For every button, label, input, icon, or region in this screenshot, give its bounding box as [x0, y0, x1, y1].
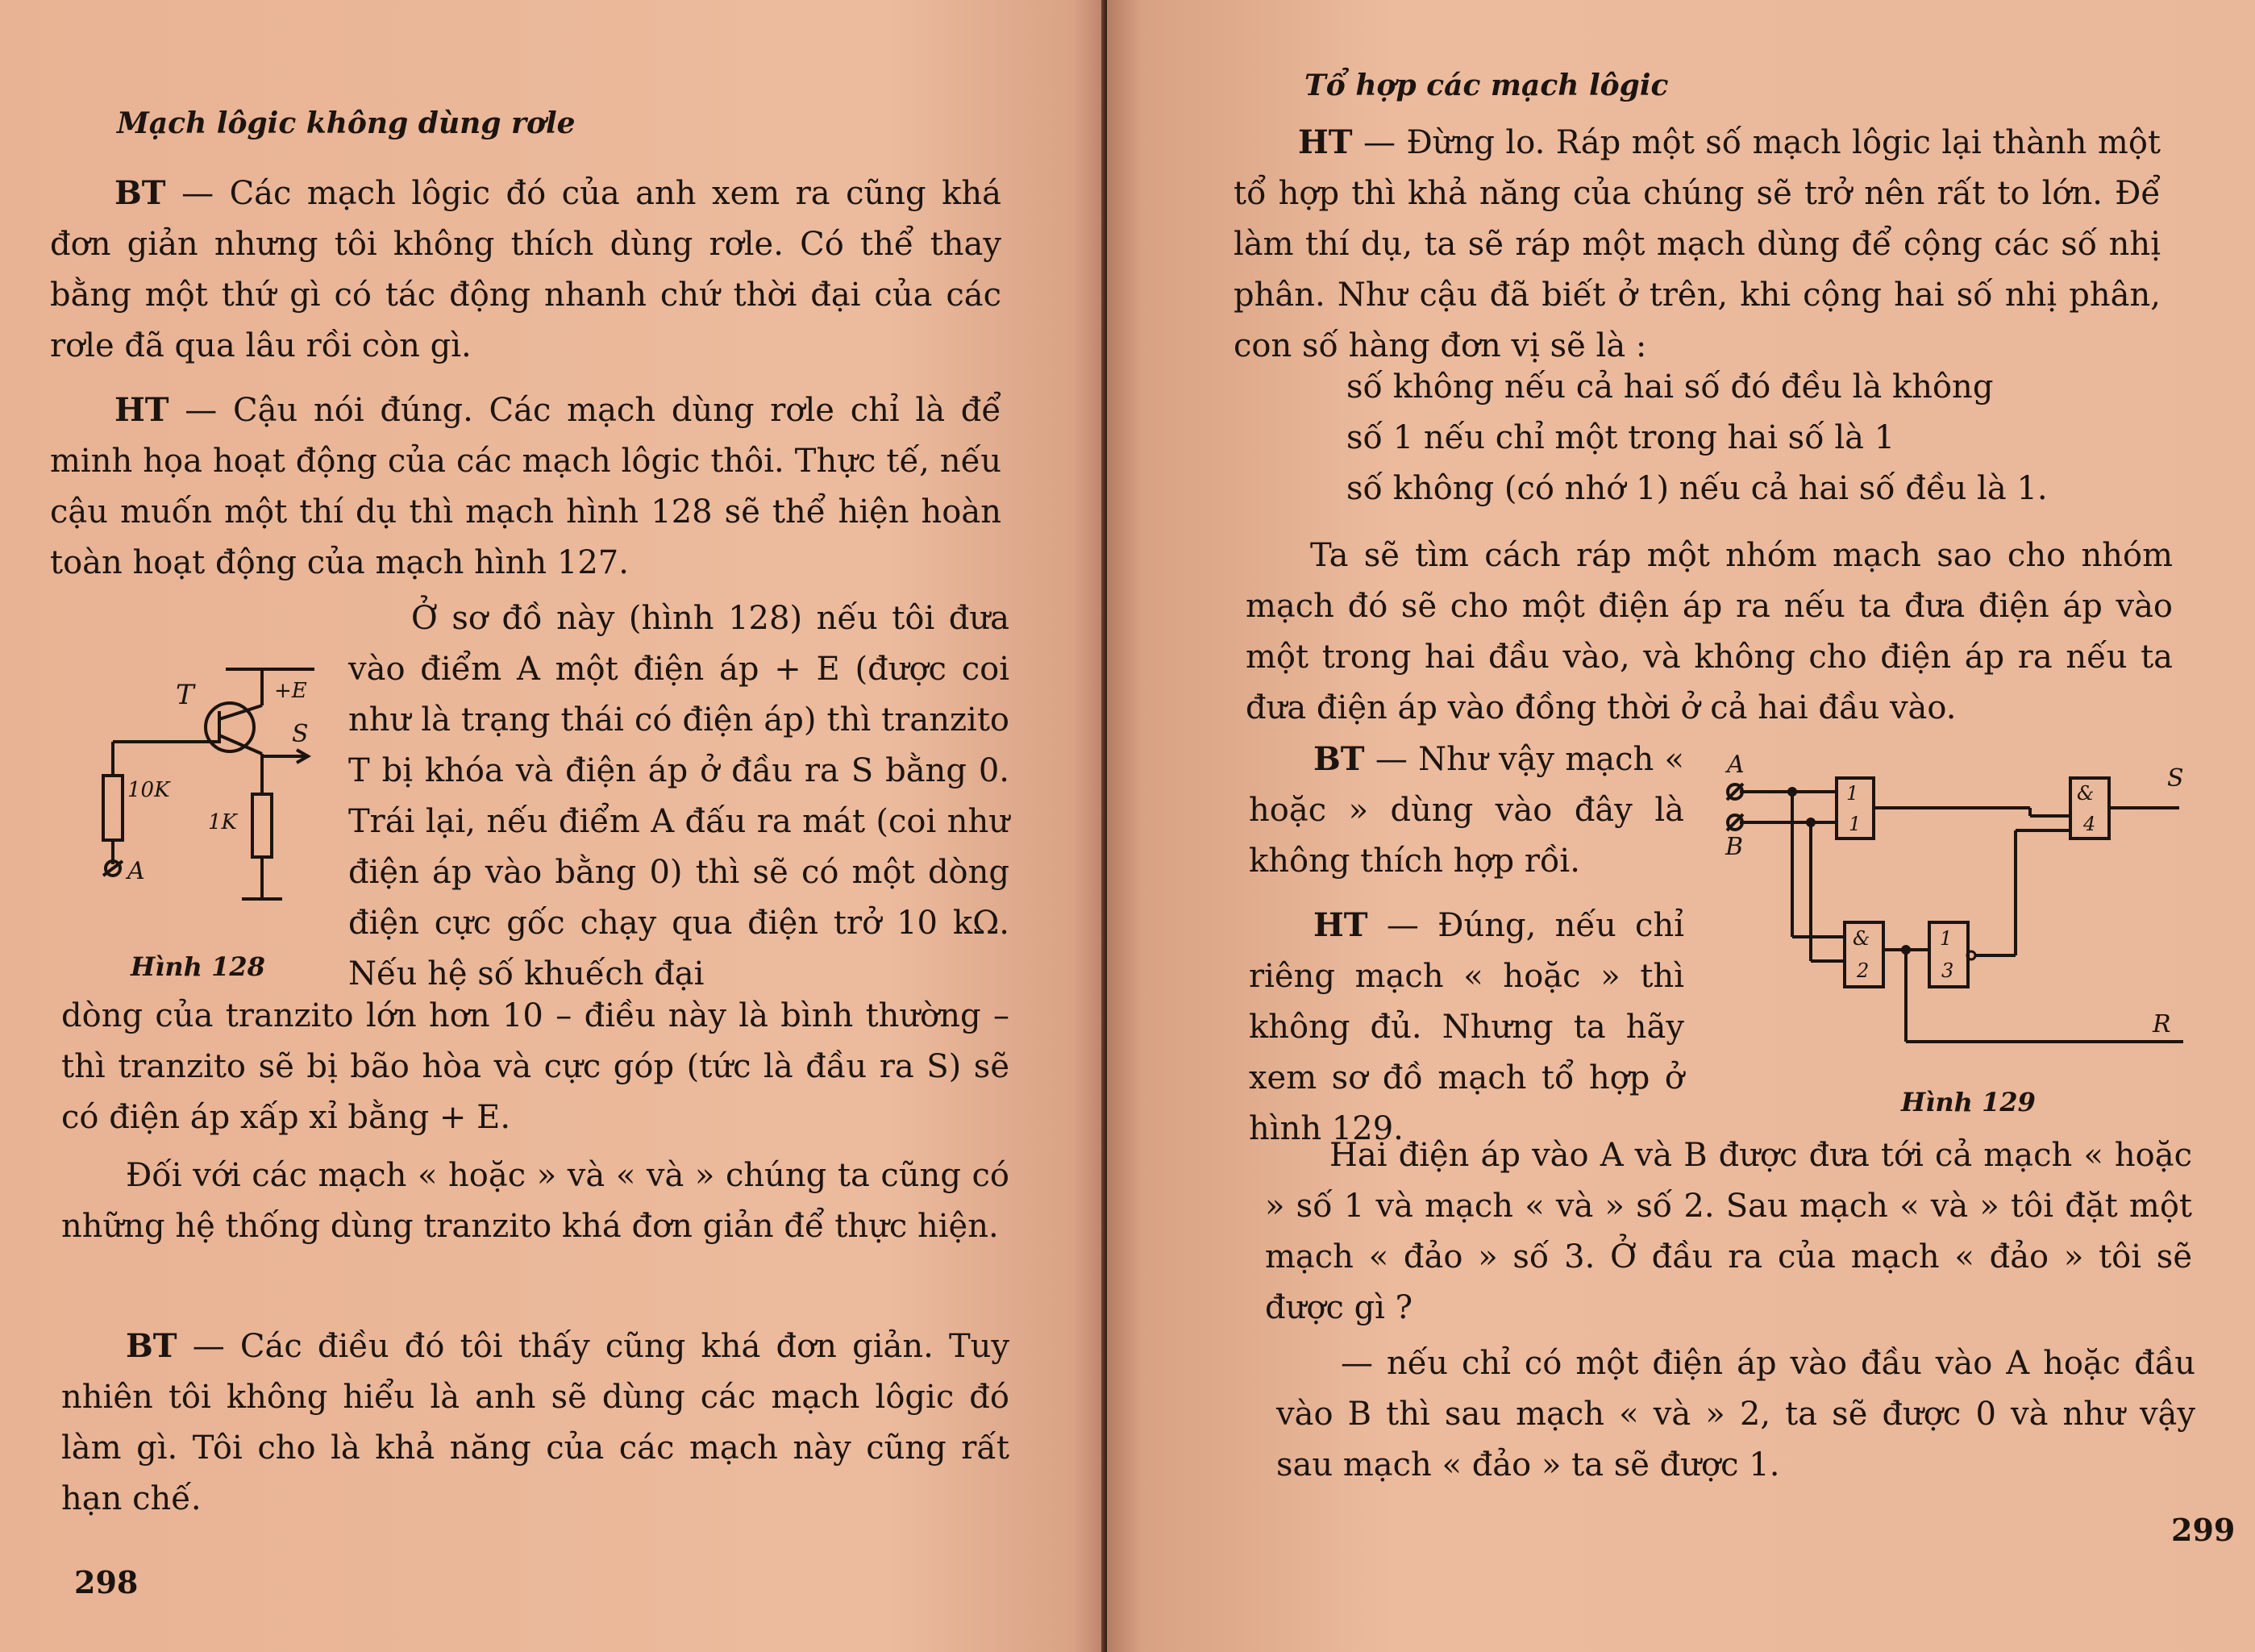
gate-1-symbol: 1 — [1846, 782, 1859, 805]
left-block-4 — [61, 1321, 1009, 1525]
figure-128-caption: Hình 128 — [131, 951, 265, 982]
paragraph: HT — Đừng lo. Ráp một số mạch lôgic lại thành một tổ hợp thì khả năng của chúng sẽ trở nên rất to lớn. Để làm thí dụ, ta sẽ ráp một mạch dùng để cộng các số nhị phân. Như cậu đã biết ở trên, khi cộng hai số nhị phân, con số hàng đơn vị sẽ là : — [1234, 123, 2161, 364]
figure-128-transistor-circuit — [81, 653, 339, 919]
label-E: +E — [274, 679, 307, 703]
label-A: A — [127, 857, 145, 885]
left-beside-figure-text: Ở sơ đồ này (hình 128) nếu tôi đưa vào điểm A một điện áp + E (được coi như là trạng thái có điện áp) thì tranzito T bị khóa và điện áp ở đầu ra S bằng 0. Trái lại, nếu điểm A đấu ra mát (coi như điện áp vào bằng 0) thì sẽ có một dòng điện cực gốc chạy qua điện trở 10 kΩ. Nếu hệ số khuếch đại — [348, 600, 1009, 992]
paragraph: BT — Các điều đó tôi thấy cũng khá đơn giản. Tuy nhiên tôi không hiểu là anh sẽ dùng các mạch lôgic đó làm gì. Tôi cho là khả năng của các mạch này cũng rất hạn chế. — [61, 1327, 1009, 1517]
paragraph: BT — Các mạch lôgic đó của anh xem ra cũng khá đơn giản nhưng tôi không thích dùng rơle. Có thể thay bằng một thứ gì có tác động nhanh chứ thời đại của các rơle đã qua lâu rồi còn gì. — [50, 174, 1002, 364]
right-block-1 — [1234, 117, 2161, 372]
carry-rules-list — [1346, 362, 2048, 514]
label-A: A — [1727, 751, 1745, 779]
speaker: BT — [114, 174, 166, 212]
gate-3-number: 3 — [1941, 959, 1954, 982]
paragraph: — nếu chỉ có một điện áp vào đầu vào A hoặc đầu vào B thì sau mạch « và » 2, ta sẽ được 0 và như vậy sau mạch « đảo » ta sẽ được 1. — [1276, 1345, 2195, 1483]
right-page-number: 299 — [2171, 1512, 2236, 1548]
paragraph-text: Các mạch lôgic đó của anh xem ra cũng khá đơn giản nhưng tôi không thích dùng rơle. Có thể thay bằng một thứ gì có tác động nhanh chứ thời đại của các rơle đã qua lâu rồi còn gì. — [50, 175, 1002, 364]
label-T: T — [176, 679, 194, 711]
label-R: R — [2153, 1010, 2171, 1038]
speaker: BT — [1313, 740, 1365, 778]
speaker: HT — [1298, 123, 1353, 161]
paragraph-text: Đúng, nếu chỉ riêng mạch « hoặc » thì không đủ. Nhưng ta hãy xem sơ đồ mạch tổ hợp ở hình 129. — [1249, 907, 1684, 1147]
left-page — [0, 0, 1107, 1652]
label-S: S — [292, 720, 309, 748]
left-running-header: Mạch lôgic không dùng rơle — [117, 106, 576, 140]
right-beside-figure-text — [1249, 734, 1684, 1155]
gate-1-number: 1 — [1849, 813, 1862, 835]
paragraph: BT — Như vậy mạch « hoặc » dùng vào đây là không thích hợp rồi. — [1249, 740, 1684, 880]
gate-2-number: 2 — [1857, 959, 1870, 982]
gate-4-number: 4 — [2083, 813, 2096, 835]
paragraph-text: Cậu nói đúng. Các mạch dùng rơle chỉ là để minh họa hoạt động của các mạch lôgic thôi. Thực tế, nếu cậu muốn một thí dụ thì mạch hình 128 sẽ thể hiện hoàn toàn hoạt động của mạch hình 127. — [50, 392, 1001, 581]
right-block-2 — [1246, 531, 2173, 734]
right-block-3 — [1265, 1130, 2192, 1334]
label-1k: 1K — [208, 810, 237, 834]
label-S: S — [2167, 764, 2184, 793]
left-page-number: 298 — [74, 1564, 139, 1600]
paragraph: Hai điện áp vào A và B được đưa tới cả mạch « hoặc » số 1 và mạch « và » số 2. Sau mạch « và » tôi đặt một mạch « đảo » số 3. Ở đầu ra của mạch « đảo » tôi sẽ được gì ? — [1265, 1137, 2192, 1326]
paragraph-text: Đừng lo. Ráp một số mạch lôgic lại thành một tổ hợp thì khả năng của chúng sẽ trở nên rất to lớn. Để làm thí dụ, ta sẽ ráp một mạch dùng để cộng các số nhị phân. Như cậu đã biết ở trên, khi cộng hai số nhị phân, con số hàng đơn vị sẽ là : — [1234, 124, 2161, 364]
left-block-2: dòng của tranzito lớn hơn 10 – điều này là bình thường – thì tranzito sẽ bị bão hòa và cực góp (tức là đầu ra S) sẽ có điện áp xấp xỉ bằng + E. — [61, 997, 1009, 1136]
right-block-4 — [1276, 1338, 2195, 1491]
left-block-3 — [61, 1151, 1009, 1252]
gate-4-symbol: & — [2077, 782, 2095, 805]
paragraph: HT — Đúng, nếu chỉ riêng mạch « hoặc » thì không đủ. Nhưng ta hãy xem sơ đồ mạch tổ hợp ở hình 129. — [1249, 906, 1684, 1147]
figure-129-logic-circuit — [1716, 750, 2199, 1088]
figure-129-caption: Hình 129 — [1901, 1087, 2036, 1117]
paragraph-text: Các điều đó tôi thấy cũng khá đơn giản. Tuy nhiên tôi không hiểu là anh sẽ dùng các mạch lôgic đó làm gì. Tôi cho là khả năng của các mạch này cũng rất hạn chế. — [61, 1328, 1009, 1517]
list-item: số không (có nhớ 1) nếu cả hai số đều là 1. — [1346, 470, 2048, 507]
gate-3-symbol: 1 — [1940, 927, 1953, 950]
speaker: HT — [114, 391, 169, 429]
speaker: BT — [126, 1327, 177, 1365]
right-running-header: Tổ hợp các mạch lôgic — [1304, 69, 1669, 102]
paragraph-text: Như vậy mạch « hoặc » dùng vào đây là không thích hợp rồi. — [1249, 741, 1684, 880]
right-page — [1107, 0, 2255, 1652]
gate-2-symbol: & — [1853, 927, 1870, 950]
paragraph: Ta sẽ tìm cách ráp một nhóm mạch sao cho nhóm mạch đó sẽ cho một điện áp ra nếu ta đưa điện áp vào một trong hai đầu vào, và không cho điện áp ra nếu ta đưa điện áp vào đồng thời ở cả hai đầu vào. — [1246, 537, 2173, 726]
paragraph: Đối với các mạch « hoặc » và « và » chúng ta cũng có những hệ thống dùng tranzito khá đơn giản để thực hiện. — [61, 1157, 1009, 1245]
label-B: B — [1725, 833, 1744, 861]
paragraph: HT — Cậu nói đúng. Các mạch dùng rơle chỉ là để minh họa hoạt động của các mạch lôgic thôi. Thực tế, nếu cậu muốn một thí dụ thì mạch hình 128 sẽ thể hiện hoàn toàn hoạt động của mạch hình 127. — [50, 391, 1001, 581]
speaker: HT — [1313, 906, 1368, 944]
list-item: số không nếu cả hai số đó đều là không — [1346, 368, 1994, 406]
label-10k: 10K — [127, 778, 170, 802]
list-item: số 1 nếu chỉ một trong hai số là 1 — [1346, 419, 1895, 456]
left-block-1 — [50, 168, 1001, 589]
